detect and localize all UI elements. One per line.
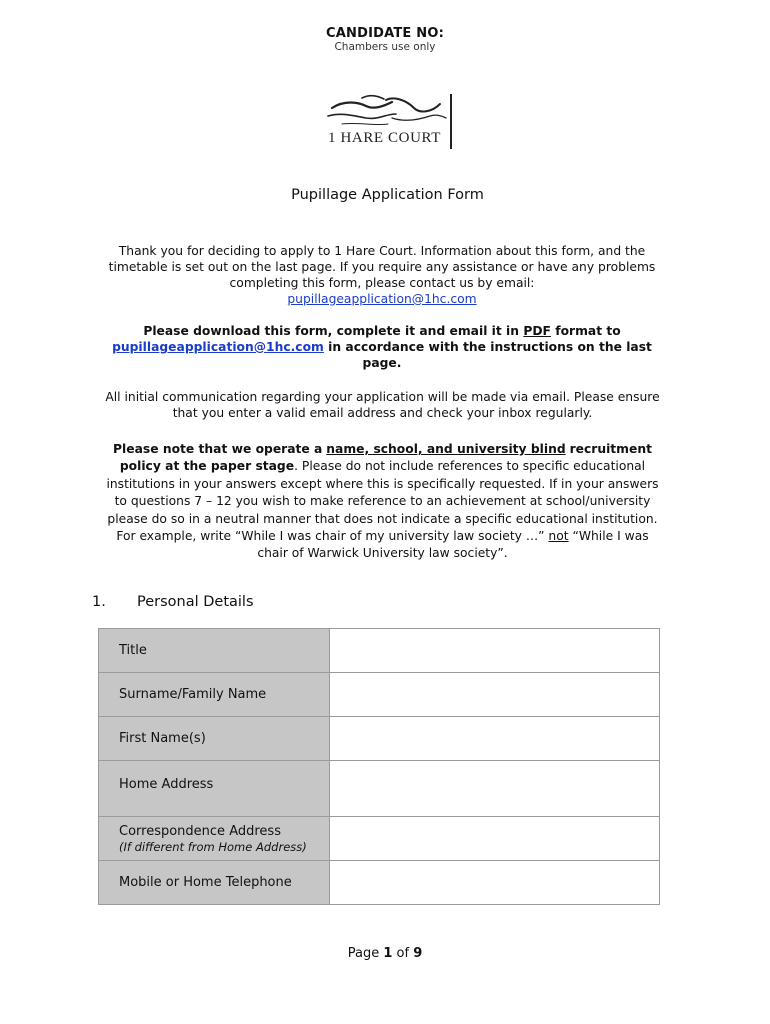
table-row [99,861,660,905]
first-names-field[interactable] [330,717,660,761]
download-text-1: Please download this form, complete it and email it in [143,324,520,338]
page-number-footer [0,946,770,961]
first-names-label: First Name(s) [99,717,330,761]
correspondence-address-label: Correspondence Address [119,823,281,839]
of-word: of [396,946,410,961]
download-text-2: format to [555,324,621,338]
candidate-number-heading: CANDIDATE NO: [326,26,444,41]
table-row [99,817,660,861]
home-address-field[interactable] [330,761,660,817]
personal-details-table [98,628,660,905]
section-number: 1. [92,594,106,610]
correspondence-address-field[interactable] [330,817,660,861]
chambers-use-only-note: Chambers use only [334,41,436,53]
communication-paragraph: All initial communication regarding your application will be made via email. Please ensure that you enter a valid email address and check your inbox regularly. [105,390,660,420]
policy-not-word: not [548,529,569,544]
table-row [99,673,660,717]
surname-field[interactable] [330,673,660,717]
title-field[interactable] [330,629,660,673]
download-instructions [92,323,672,371]
title-label: Title [99,629,330,673]
hare-logo-icon [322,90,450,132]
policy-bold-tail: recruitment policy at the paper stage [119,442,652,474]
table-row [99,629,660,673]
correspondence-address-sublabel: (If different from Home Address) [119,839,307,854]
policy-body: . Please do not include references to specific educational institutions in your answers except where this is specifically requested. If in your answers to questions 7 – 12 you wish to make reference to an achievement at school/university please do so in a neutral manner that does not indicate a specific educational institution. For example, write “While I was chair of my university law society …” [106,459,659,544]
download-email-link[interactable]: pupillageapplication@1hc.com [112,340,324,354]
section-heading-personal-details [92,594,254,610]
intro-paragraph [92,243,672,307]
home-address-label: Home Address [99,761,330,817]
form-title: Pupillage Application Form [291,187,484,203]
intro-text: Thank you for deciding to apply to 1 Hare Court. Information about this form, and the timetable is set out on the last page. If you require any assistance or have any problems completing this form, please contact us by email: [108,244,656,290]
policy-ending: “While I was chair of Warwick University law society”. [257,529,649,561]
pdf-word: PDF [523,324,551,338]
section-title: Personal Details [137,594,254,610]
correspondence-address-label-cell [99,817,330,861]
download-text-3: in accordance with the instructions on the last page. [328,340,652,370]
surname-label: Surname/Family Name [99,673,330,717]
total-pages: 9 [413,946,423,961]
page-word: Page [347,946,380,961]
policy-bold-underlined: name, school, and university blind [326,442,566,456]
policy-bold-lead: Please note that we operate a [113,442,323,456]
intro-email-link[interactable]: pupillageapplication@1hc.com [287,292,477,306]
table-row [99,761,660,817]
logo-divider [450,94,452,149]
logo-text: 1 HARE COURT [328,130,441,146]
blind-policy-paragraph [100,441,665,563]
hare-court-logo [322,90,458,152]
telephone-field[interactable] [330,861,660,905]
current-page: 1 [383,946,393,961]
table-row [99,717,660,761]
telephone-label: Mobile or Home Telephone [99,861,330,905]
